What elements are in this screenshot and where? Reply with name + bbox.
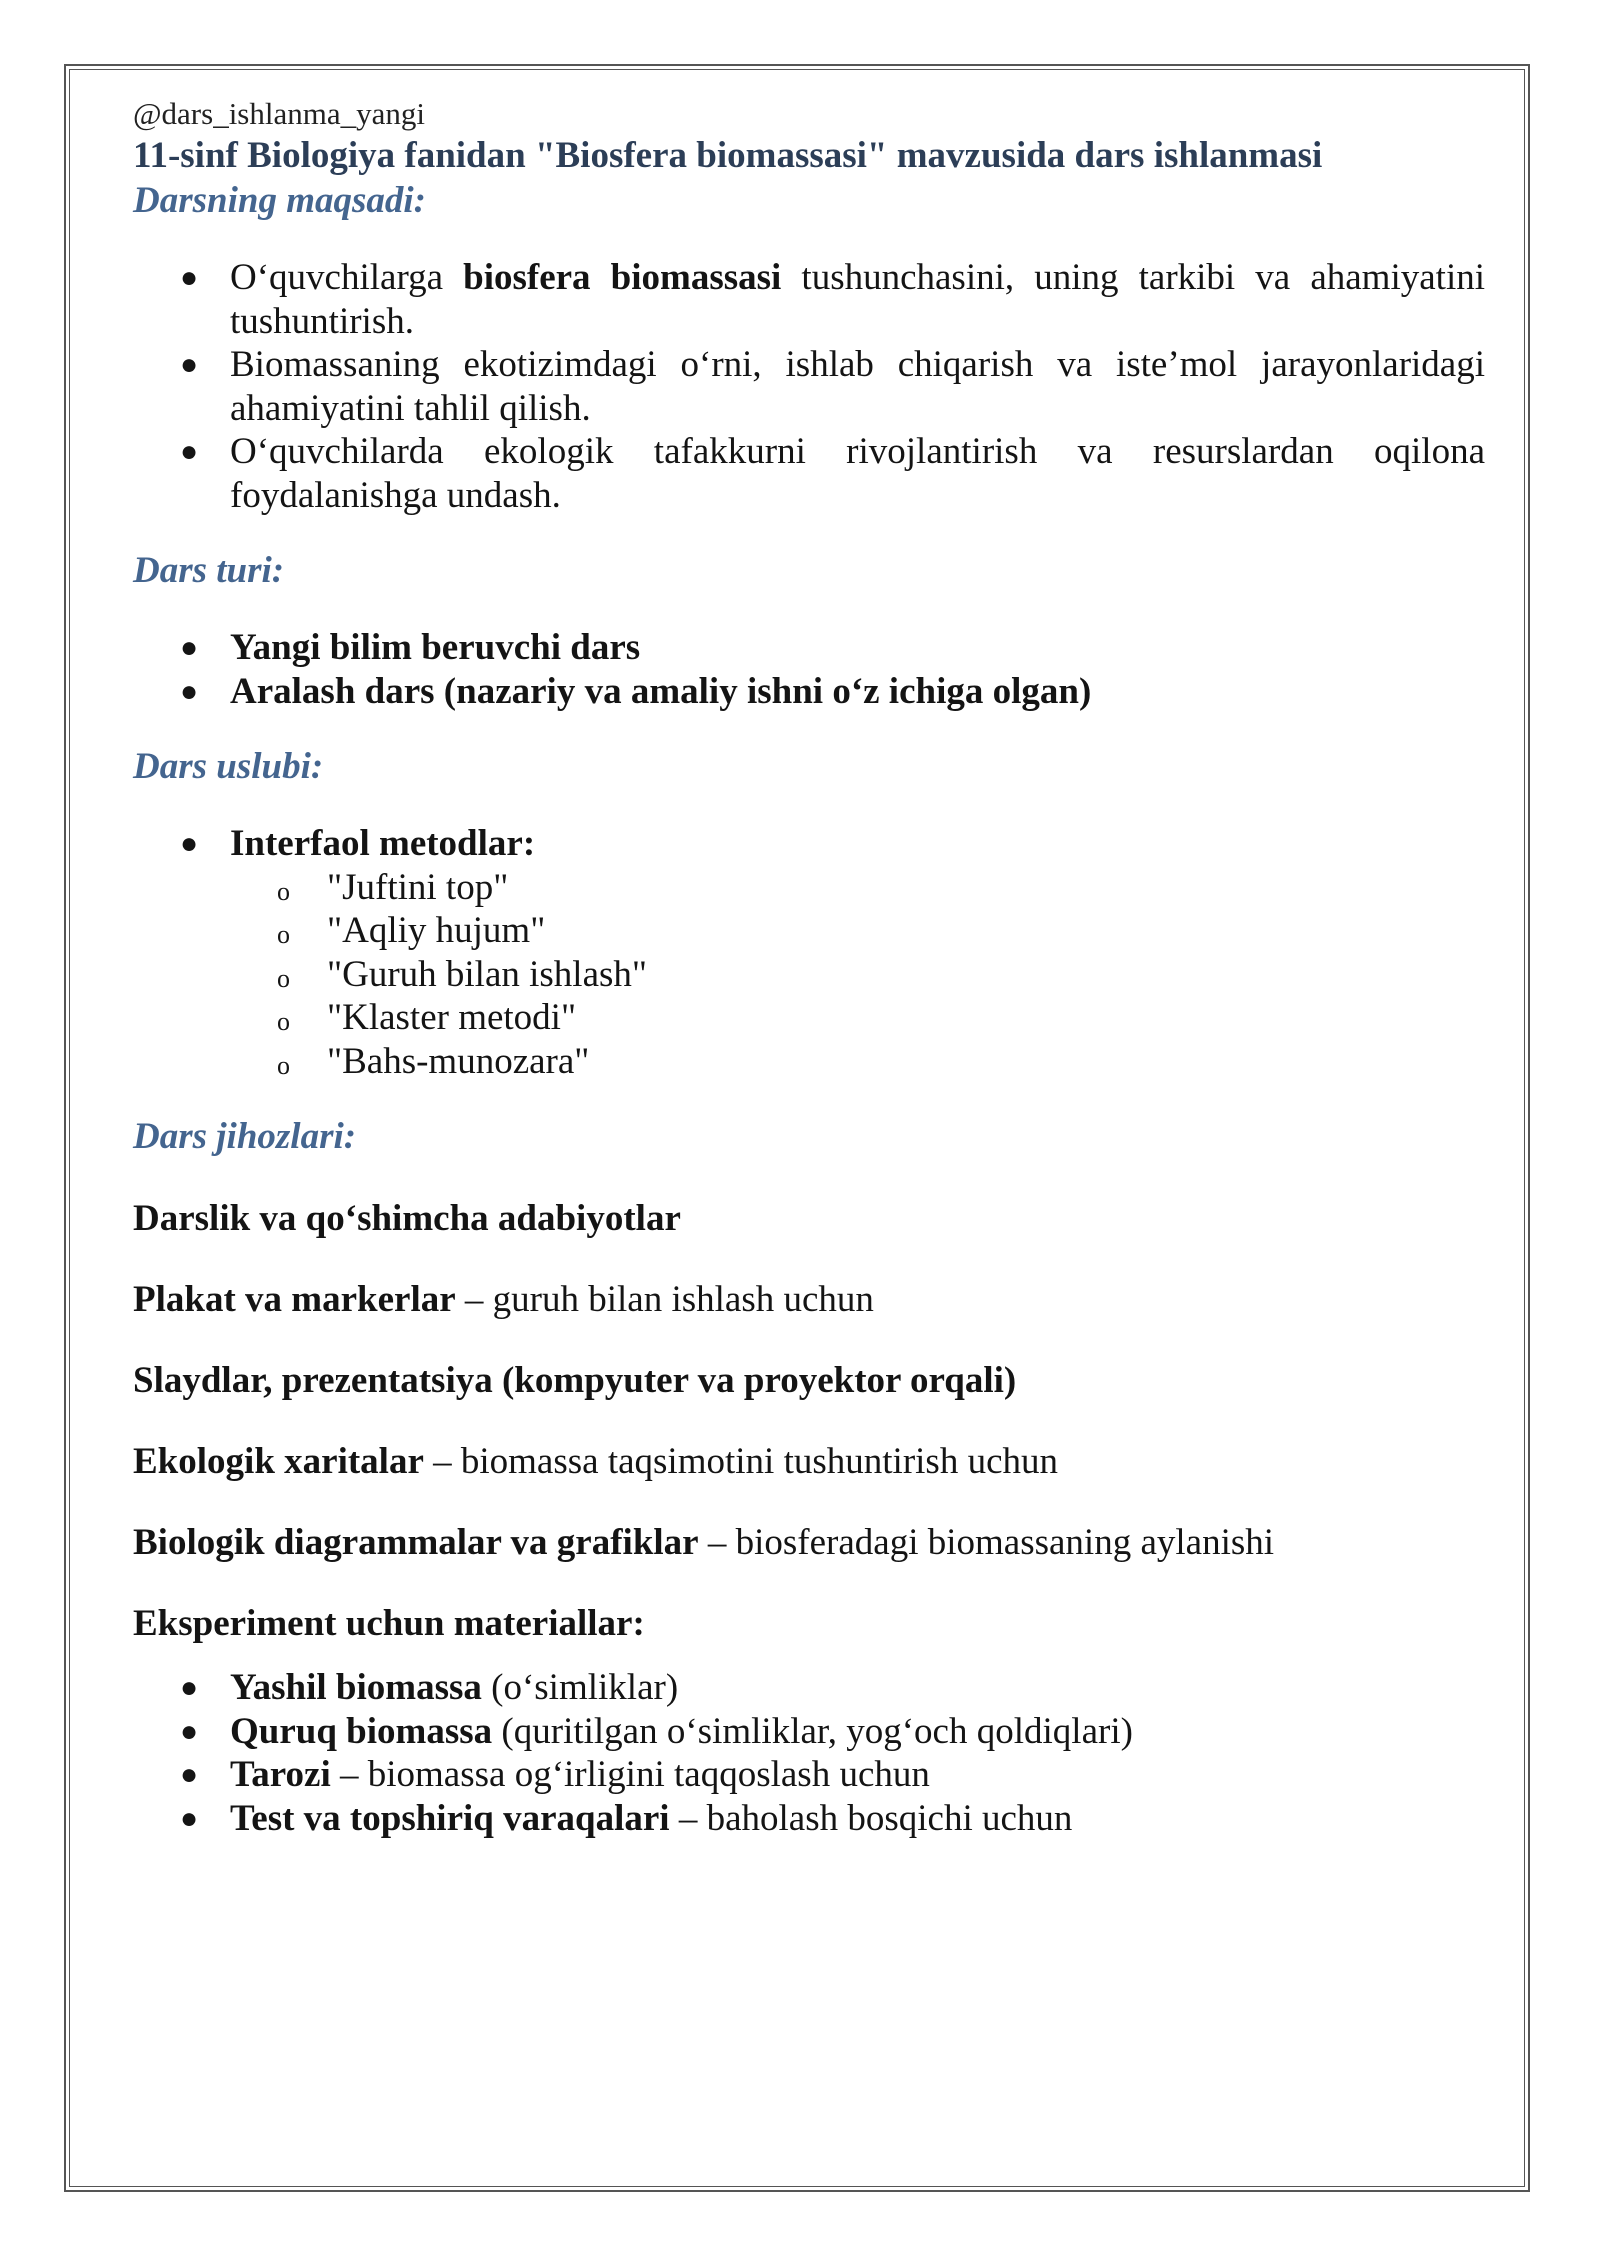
- circle-bullet-icon: o: [277, 920, 290, 949]
- circle-bullet-icon: o: [277, 1007, 290, 1036]
- method-subitem: o "Bahs-munozara": [230, 1040, 1485, 1084]
- bullet-icon: ●: [180, 1758, 199, 1791]
- equipment-paragraph: Biologik diagrammalar va grafiklar – biosferadagi biomassaning aylanishi: [133, 1522, 1275, 1563]
- bullet-icon: ●: [180, 1714, 199, 1748]
- method-item: ● Interfaol metodlar: o "Juftini top" o "Aqliy hujum" o "Guruh bilan ishlash" o "Klaster metodi" o "Bahs-munozara": [133, 822, 1485, 1083]
- material-item: ● Quruq biomassa (quritilgan o‘simliklar, yog‘och qoldiqlari): [180, 1710, 1133, 1752]
- type-heading: Dars turi:: [133, 550, 285, 591]
- type-list: [133, 626, 1485, 713]
- materials-list: [133, 1666, 1485, 1840]
- method-subitem: o "Guruh bilan ishlash": [230, 953, 1485, 997]
- goal-item: ● Biomassaning ekotizimdagi o‘rni, ishlab chiqarish va iste’mol jarayonlaridagi ahamiyatini tahlil qilish.: [180, 344, 1485, 429]
- goal-item: ● O‘quvchilarga biosfera biomassasi tushunchasini, uning tarkibi va ahamiyatini tushuntirish.: [180, 257, 1485, 342]
- method-subitem: o "Juftini top": [230, 866, 1485, 910]
- material-item: ● Tarozi – biomassa og‘irligini taqqoslash uchun: [180, 1754, 930, 1795]
- bullet-icon: ●: [180, 435, 199, 468]
- equipment-paragraph: Ekologik xaritalar – biomassa taqsimotini tushuntirish uchun: [133, 1441, 1058, 1482]
- method-subitem: o "Klaster metodi": [230, 996, 1485, 1040]
- method-sublist: [230, 866, 1485, 1084]
- equipment-paragraph: Slaydlar, prezentatsiya (kompyuter va proyektor orqali): [133, 1360, 1017, 1401]
- bullet-icon: ●: [180, 348, 199, 381]
- method-heading: Dars uslubi:: [133, 746, 324, 787]
- material-item: ● Yashil biomassa (o‘simliklar): [180, 1667, 679, 1708]
- equipment-heading: Dars jihozlari:: [133, 1116, 357, 1157]
- circle-bullet-icon: o: [277, 963, 290, 993]
- goal-item: ● O‘quvchilarda ekologik tafakkurni rivojlantirish va resurslardan oqilona foydalanishga undash.: [180, 431, 1485, 516]
- bullet-icon: ●: [180, 674, 199, 708]
- bullet-icon: ●: [180, 261, 199, 294]
- equipment-paragraph: Eksperiment uchun materiallar:: [133, 1603, 645, 1644]
- bullet-icon: ●: [180, 1801, 199, 1835]
- material-item: ● Test va topshiriq varaqalari – baholash bosqichi uchun: [180, 1797, 1073, 1839]
- channel-header: @dars_ishlanma_yangi: [133, 96, 425, 131]
- bullet-icon: ●: [180, 631, 199, 664]
- bullet-icon: ●: [180, 827, 199, 860]
- equipment-paragraph: Plakat va markerlar – guruh bilan ishlash uchun: [133, 1279, 874, 1320]
- goals-list: [133, 256, 1485, 517]
- bullet-icon: ●: [180, 1671, 199, 1704]
- type-item: ● Yangi bilim beruvchi dars: [180, 627, 641, 668]
- goals-heading: Darsning maqsadi:: [133, 180, 426, 221]
- circle-bullet-icon: o: [277, 1050, 290, 1080]
- method-subitem: o "Aqliy hujum": [230, 909, 1485, 953]
- document-title: 11-sinf Biologiya fanidan "Biosfera biomassasi" mavzusida dars ishlanmasi: [133, 135, 1323, 176]
- document-body: [133, 94, 1485, 1840]
- method-list: [133, 822, 1485, 1083]
- type-item: ● Aralash dars (nazariy va amaliy ishni o‘z ichiga olgan): [180, 670, 1092, 712]
- equipment-paragraph: Darslik va qo‘shimcha adabiyotlar: [133, 1198, 681, 1239]
- circle-bullet-icon: o: [277, 876, 290, 906]
